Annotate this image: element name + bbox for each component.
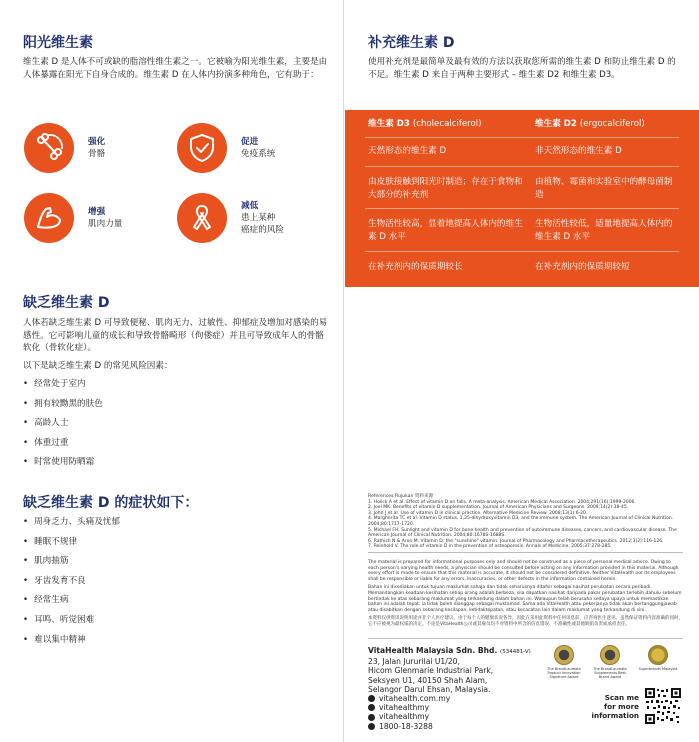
list-item: • 时常使用防晒霜 <box>23 456 103 476</box>
award-medal-icon <box>600 645 620 665</box>
d3-row-3: 生物活性较高，显着地提高人体内的维生素 D 水平 <box>368 219 523 242</box>
benefit-label-1: 促进 <box>241 137 259 147</box>
list-item: • 拥有较黝黑的肤色 <box>23 398 103 418</box>
phone-link[interactable]: 1800-18-3288 <box>368 722 531 731</box>
section-title-sunshine-vitamin: 阳光维生素 <box>23 35 93 51</box>
table-divider <box>365 251 679 252</box>
company-name: VitaHealth Malaysia Sdn. Bhd. <box>368 646 498 655</box>
company-info <box>368 646 531 731</box>
d2-row-1: 非天然形态的维生素 D <box>535 146 622 156</box>
benefit-label-2: 免疫系统 <box>241 149 276 159</box>
sunshine-intro: 维生素 D 是人体不可或缺的脂溶性维生素之一。它被喻为阳光维生素，主要是由人体暴露在阳光下自身合成的。维生素 D 在人体内扮演多种角色，它有助于： <box>23 57 328 80</box>
d2-subheading: (ergocalciferol) <box>579 119 645 129</box>
disclaimer-en: The material is prepared for informational purposes only and should not be construed as a piece of personal medical advice. Owing to each person's varying health needs, a physician should be consulted before acting on any information provided in this material. Although every effort is made to ensure that this material is accurate, it should not be considered definitive. Neither VitaHealth nor its employees shall be responsible or liable for any errors, inaccuracies, or other defects in the information contained herein. <box>368 560 679 582</box>
award-badge: Superbrands Malaysia <box>637 645 679 671</box>
table-divider <box>365 137 679 138</box>
instagram-icon <box>368 714 375 721</box>
list-item: • 周身乏力、头痛及忧郁 <box>23 516 120 536</box>
benefit-label-1: 减低 <box>241 201 259 211</box>
right-panel <box>345 0 699 742</box>
deficiency-body: 人体若缺乏维生素 D 可导致便秘、肌肉无力、过敏性、抑郁症及增加对感染的易感性。它可影响儿童的成长和导致骨骼畸形（佝偻症）并且可导致成年人的骨骼软化（骨软化症）。 <box>23 318 328 353</box>
section-title-supplement: 补充维生素 D <box>368 35 455 51</box>
d3-row-2: 由皮肤接触到阳光时制造；存在于食物和大部分的补充剂 <box>368 177 523 200</box>
supplement-intro: 使用补充剂是最简单及最有效的方法以获取您所需的维生素 D 和防止维生素 D 的不足。维生素 D 来自于两种主要形式 – 维生素 D2 和维生素 D3。 <box>368 57 676 80</box>
references-title: References Rujukan 资料来源 <box>368 494 434 499</box>
facebook-icon <box>368 704 375 711</box>
qr-code-icon[interactable] <box>645 688 681 724</box>
disclaimer <box>368 560 683 631</box>
disclaimer-ms: Bahan ini disediakan untuk tujuan maklumat sahaja dan tidak seharusnya ditafsir sebagai nasihat perubatan secara peribadi. Memandangkan keadaan kesihatan setiap orang adalah berbeza, sila dapatkan nasihat daripada pakar perubatan terlebih dahulu sebelum bertindak ke atas sebarang maklumat yang terkandung dalam bahan ini. Walaupun telah berusaha sedaya upaya untuk memastikan bahan ini adalah tepat, ia tidak boleh dianggap sebagai muktamad. Sama ada VitaHealth atau pekerjanya tidak akan bertanggungjawab atau disabitkan dengan sebarang kesilapan, ketidaktepatan, atau kecacatan lain dalam maklumat yang terkandung di sini. <box>368 585 682 613</box>
shield-check-icon <box>177 123 227 173</box>
d2-row-2: 由植物、霉菌和实验室中的酵母菌制造 <box>535 177 673 200</box>
awareness-ribbon-icon <box>177 193 227 243</box>
d3-heading: 维生素 D3 <box>368 119 410 129</box>
list-item: • 高龄人士 <box>23 417 103 437</box>
website-link[interactable]: vitahealth.com.my <box>368 694 531 703</box>
references <box>368 494 683 550</box>
reference-item: 2. Joel MK. Benefits of vitamin D supplementation. Journal of American Physicians and Surgeons. 2009;14(2):38-45. <box>368 505 629 511</box>
symptom-list <box>23 516 120 653</box>
award-badge: The BrandLaureate Supplements Best Brand Award <box>589 645 631 679</box>
address-line: Hicom Glenmarie Industrial Park, <box>368 666 494 676</box>
d3-row-4: 在补充剂内的保质期较长 <box>368 262 463 272</box>
list-item: • 经常生病 <box>23 594 120 614</box>
benefit-cancer-risk <box>177 193 284 243</box>
globe-icon <box>368 695 375 702</box>
table-divider <box>365 166 679 167</box>
benefit-label-2: 骨骼 <box>88 149 106 159</box>
table-divider <box>365 208 679 209</box>
reference-item: 3. John J et al. Use of vitamin D in clinical practice. Alternative Medicine Review. 2008;13(1):6-20. <box>368 510 588 516</box>
award-medal-icon <box>648 645 668 665</box>
d2-row-3: 生物活性较低，适量地提高人体内的维生素 D 水平 <box>535 219 673 242</box>
section-title-symptoms: 缺乏维生素 D 的症状如下： <box>23 495 199 511</box>
benefit-label-3: 癌症的风险 <box>241 225 284 235</box>
d2-heading: 维生素 D2 <box>535 119 577 129</box>
comparison-table <box>345 110 699 287</box>
benefit-immune <box>177 123 275 173</box>
d3-subheading: (cholecalciferol) <box>412 119 482 129</box>
phone-icon <box>368 723 375 730</box>
divider <box>368 638 683 639</box>
list-item: • 睡眠不规律 <box>23 536 120 556</box>
list-item: • 体重过重 <box>23 437 103 457</box>
risk-list <box>23 378 103 476</box>
reference-item: 5. Michael FH. Sunlight and vitamin D for bone health and prevention of autoimmune diseases, cancers, and cardiovascular disease. The American Journal of Clinical Nutrition. 2004;80:1678S-1688S. <box>368 527 677 539</box>
list-item: • 难以集中精神 <box>23 634 120 654</box>
benefit-label-1: 增强 <box>88 207 106 217</box>
benefit-muscle <box>24 193 122 243</box>
disclaimer-zh: 本资料仅供资讯说明用途并非个人医疗建议。由于每个人的健康状况各异，因此在采用此资料中任何讯息前，应咨询医生意见。虽然保证资料内容准确的同时，它不应被视为最权威的决定。不论是VitaHealth公司或其雇员均不对资料中所含的信息错误、不准确性或其他缺陷负责或承担责任。 <box>368 616 683 627</box>
benefit-label-1: 强化 <box>88 137 106 147</box>
divider <box>368 552 683 553</box>
facebook-link[interactable]: vitahealthmy <box>368 703 531 712</box>
d2-row-4: 在补充剂内的保质期较短 <box>535 262 630 272</box>
address-line: Seksyen U1, 40150 Shah Alam, <box>368 675 488 685</box>
list-item: • 经常处于室内 <box>23 378 103 398</box>
list-item: • 耳鸣、听觉困难 <box>23 614 120 634</box>
flexed-arm-icon <box>24 193 74 243</box>
d3-row-1: 天然形态的维生素 D <box>368 146 447 156</box>
reference-item: 7. Reinhold V. The role of vitamin D in the prevention of osteoporosis. Annals of Medicine. 2005;37:278-285. <box>368 544 612 550</box>
section-title-deficiency: 缺乏维生素 D <box>23 295 110 311</box>
reference-item: 6. Rathish N & Arun M. Vitamin D: the "sunshine" vitamin. Journal of Pharmacology and Pharmacotherapeutics. 2012;3(2):116-126. <box>368 538 664 544</box>
list-item: • 肌肉抽筋 <box>23 555 120 575</box>
award-medal-icon <box>554 645 574 665</box>
benefit-label-2: 患上某种 <box>241 213 276 223</box>
left-panel <box>0 0 344 742</box>
list-item: • 牙齿发育不良 <box>23 575 120 595</box>
bone-joint-icon <box>24 123 74 173</box>
instagram-link[interactable]: vitahealthmy <box>368 712 531 721</box>
award-badge: The BrandLaureate Product Innovation Signature Award <box>543 645 585 679</box>
benefit-label-2: 肌肉力量 <box>88 219 123 229</box>
reference-item: 4. Margherita TC et al. Vitamin D status, 1,25-dihydroxyvitamin D3, and the immune system. The American Journal of Clinical Nutrition. 2004;80:1717-1720. <box>368 516 674 527</box>
reference-item: 1. Holick A et al. Effect of vitamin D on falls. A meta-analysis. American Medical Association. 2004;291(16):1999-2006. <box>368 499 636 505</box>
benefit-bones <box>24 123 105 173</box>
address-line: Selangor Darul Ehsan, Malaysia. <box>368 684 491 694</box>
address-line: 23, Jalan Jururilai U1/20, <box>368 657 460 667</box>
company-reg: (534481-V) <box>500 649 531 655</box>
risk-heading: 以下是缺乏维生素 D 的常见风险因素： <box>23 361 173 371</box>
scan-prompt: Scan me for more information <box>591 693 639 720</box>
